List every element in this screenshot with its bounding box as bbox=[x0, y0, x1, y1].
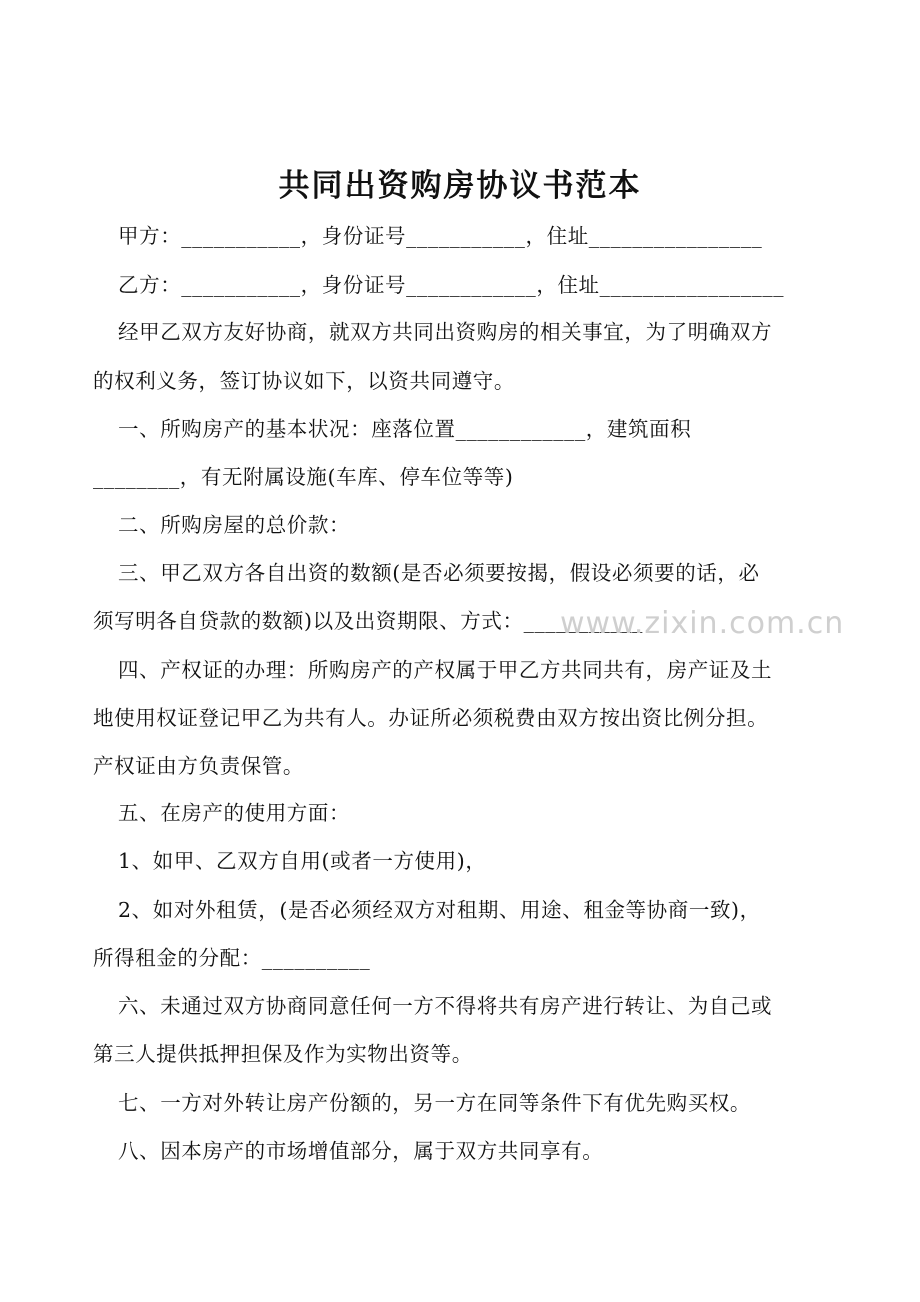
clause-8-line: 八、因本房产的市场增值部分，属于双方共同享有。 bbox=[118, 1139, 604, 1163]
clause-5-line: 五、在房产的使用方面： bbox=[118, 801, 351, 825]
party-b-line: 乙方：___________，身份证号____________，住址_________________ bbox=[118, 273, 785, 297]
clause-1-line-1: 一、所购房产的基本状况：座落位置____________，建筑面积 bbox=[118, 417, 692, 441]
clause-5-item-2-line-2: 所得租金的分配：__________ bbox=[93, 946, 371, 970]
party-a-line: 甲方：___________，身份证号___________，住址________________ bbox=[118, 224, 763, 248]
watermark: www.zixin.com.cn bbox=[560, 606, 845, 641]
clause-7-line: 七、一方对外转让房产份额的，另一方在同等条件下有优先购买权。 bbox=[118, 1091, 751, 1115]
clause-3-line-2: 须写明各自贷款的数额)以及出资期限、方式：___________ bbox=[93, 609, 643, 633]
clause-1-line-2: ________，有无附属设施(车库、停车位等等) bbox=[93, 465, 514, 489]
document-title: 共同出资购房协议书范本 bbox=[278, 168, 642, 204]
clause-5-item-1: 1、如甲、乙双方自用(或者一方使用)， bbox=[118, 849, 487, 873]
clause-3-line-1: 三、甲乙双方各自出资的数额(是否必须要按揭，假设必须要的话，必 bbox=[118, 561, 760, 585]
preamble-line-2: 的权利义务，签订协议如下，以资共同遵守。 bbox=[93, 369, 515, 393]
preamble-line-1: 经甲乙双方友好协商，就双方共同出资购房的相关事宜，为了明确双方 bbox=[118, 320, 773, 344]
clause-6-line-1: 六、未通过双方协商同意任何一方不得将共有房产进行转让、为自己或 bbox=[118, 994, 773, 1018]
clause-4-line-1: 四、产权证的办理：所购房产的产权属于甲乙方共同共有，房产证及土 bbox=[118, 658, 773, 682]
clause-6-line-2: 第三人提供抵押担保及作为实物出资等。 bbox=[93, 1042, 473, 1066]
clause-4-line-3: 产权证由方负责保管。 bbox=[93, 754, 304, 778]
clause-4-line-2: 地使用权证登记甲乙为共有人。办证所必须税费由双方按出资比例分担。 bbox=[93, 706, 769, 730]
clause-5-item-2-line-1: 2、如对外租赁，(是否必须经双方对租期、用途、租金等协商一致)， bbox=[118, 898, 761, 922]
clause-2-line: 二、所购房屋的总价款： bbox=[118, 513, 351, 537]
